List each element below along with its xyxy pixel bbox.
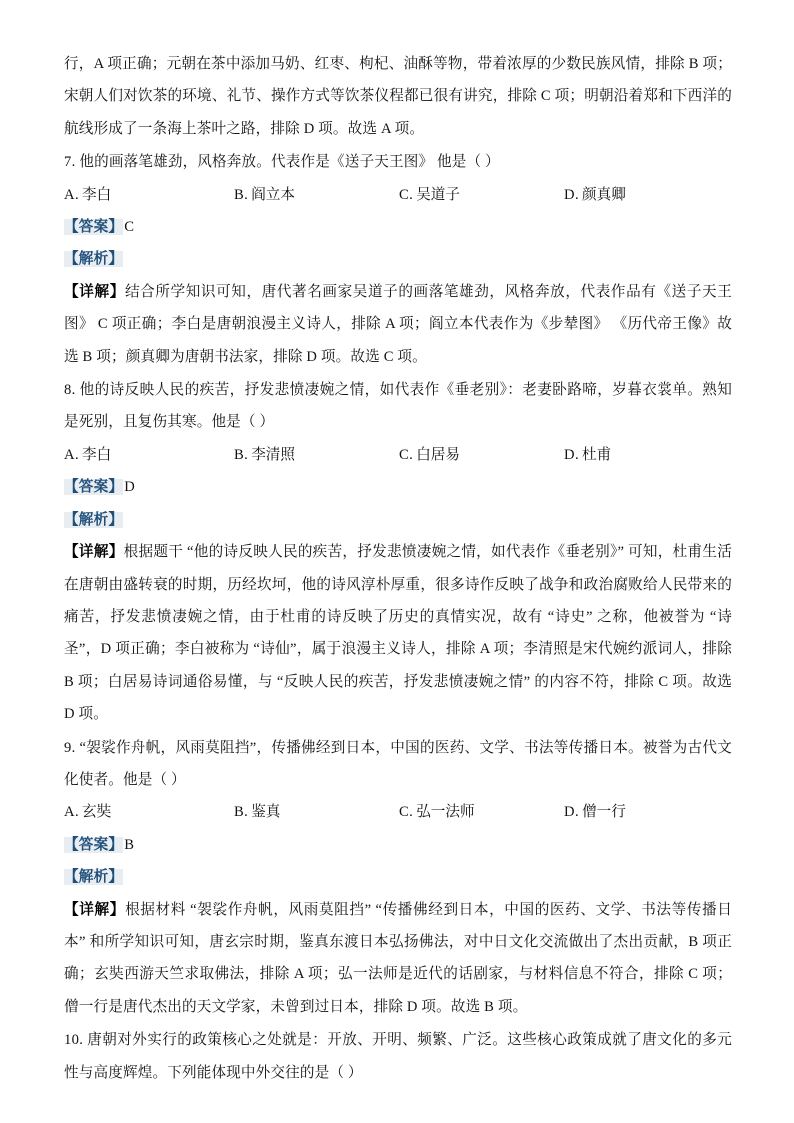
question-8-options (64, 439, 732, 471)
question-9-option-a[interactable] (64, 796, 234, 828)
detail-marker: 【详解】 (64, 544, 124, 561)
detail-text: 结合所学知识可知，唐代著名画家吴道子的画落笔雄劲，风格奔放，代表作品有《送子天王图》 C 项正确；李白是唐朝浪漫主义诗人，排除 A 项；阎立本代表作为《步辇图》 《历代帝王像》故选 B 项；颜真卿为唐朝书法家，排除 D 项。故选 C 项。 (64, 283, 732, 365)
question-7-answer-line (64, 211, 732, 243)
option-letter: B. (234, 186, 249, 203)
question-7-options (64, 179, 732, 211)
option-letter: C. (399, 186, 414, 203)
question-9-option-d[interactable] (564, 796, 704, 828)
question-7-option-b[interactable] (234, 179, 399, 211)
continued-explanation-paragraph: 行，A 项正确；元朝在茶中添加马奶、红枣、枸杞、油酥等物，带着浓厚的少数民族风情，排除 B 项；宋朝人们对饮茶的环境、礼节、操作方式等饮茶仪程都已很有讲究，排除 C 项；明朝沿着郑和下西洋的航线形成了一条海上茶叶之路，排除 D 项。故选 A 项。 (64, 56, 732, 137)
option-letter: D. (564, 186, 579, 203)
option-text: 李白 (82, 186, 112, 203)
question-7-option-a[interactable] (64, 179, 234, 211)
question-7-option-c[interactable] (399, 179, 564, 211)
question-8-option-c[interactable] (399, 439, 564, 471)
option-letter: A. (64, 446, 79, 463)
question-7-analysis-line (64, 243, 732, 275)
answer-marker: 【答案】 (64, 219, 124, 236)
question-8-option-d[interactable] (564, 439, 704, 471)
question-10-number: 10. (64, 1032, 84, 1049)
question-9-analysis-line (64, 861, 732, 893)
option-text: 李白 (82, 446, 112, 463)
option-letter: C. (399, 446, 414, 463)
option-letter: B. (234, 804, 249, 821)
question-9-stem (64, 732, 732, 797)
question-7-number: 7. (64, 154, 76, 171)
option-text: 颜真卿 (582, 186, 626, 203)
question-7-stem (64, 146, 732, 178)
option-text: 吴道子 (416, 186, 460, 203)
option-text: 鉴真 (251, 804, 281, 821)
option-text: 僧一行 (582, 804, 626, 821)
answer-value: B (124, 836, 135, 853)
answer-marker: 【答案】 (64, 836, 124, 853)
option-letter: D. (564, 446, 579, 463)
option-text: 杜甫 (582, 446, 612, 463)
question-8-answer-line (64, 471, 732, 503)
detail-marker: 【详解】 (64, 283, 125, 300)
option-letter: B. (234, 446, 249, 463)
detail-text: 根据题干 “他的诗反映人民的疾苦，抒发悲愤凄婉之情，如代表作《垂老别》” 可知，杜甫生活在唐朝由盛转衰的时期，历经坎坷，他的诗风淳朴厚重，很多诗作反映了战争和政治腐败给人民带来的痛苦，抒发悲愤凄婉之情，由于杜甫的诗反映了历史的真情实况，故有 “诗史” 之称，他被誉为 “诗圣”，D 项正确；李白被称为 “诗仙”，属于浪漫主义诗人，排除 A 项；李清照是宋代婉约派词人，排除 B 项；白居易诗词通俗易懂，与 “反映人民的疾苦，抒发悲愤凄婉之情” 的内容不符，排除 C 项。故选 D 项。 (64, 544, 732, 723)
option-letter: A. (64, 804, 79, 821)
option-text: 弘一法师 (416, 804, 475, 821)
analysis-marker: 【解析】 (64, 869, 124, 886)
question-7-stem-text: 他的画落笔雄劲，风格奔放。代表作是《送子天王图》 他是（ ） (79, 154, 500, 171)
question-9-number: 9. (64, 739, 76, 756)
detail-marker: 【详解】 (64, 901, 126, 918)
option-text: 阎立本 (251, 186, 295, 203)
question-7-option-d[interactable] (564, 179, 704, 211)
detail-text: 根据材料 “袈裟作舟帆，风雨莫阻挡” “传播佛经到日本，中国的医药、文学、书法等传播日本” 和所学知识可知，唐玄宗时期，鉴真东渡日本弘扬佛法，对中日文化交流做出了杰出贡献，B 项正确；玄奘西游天竺求取佛法，排除 A 项；弘一法师是近代的话剧家，与材料信息不符合，排除 C 项；僧一行是唐代杰出的天文学家，未曾到过日本，排除 D 项。故选 B 项。 (64, 901, 732, 1015)
answer-marker: 【答案】 (64, 479, 124, 496)
question-9-option-c[interactable] (399, 796, 564, 828)
question-8-option-b[interactable] (234, 439, 399, 471)
analysis-marker: 【解析】 (64, 251, 124, 268)
option-text: 李清照 (251, 446, 295, 463)
option-letter: C. (399, 804, 414, 821)
question-9-detail (64, 894, 732, 1024)
question-8-detail (64, 536, 732, 730)
question-8-stem-text: 他的诗反映人民的疾苦，抒发悲愤凄婉之情，如代表作《垂老别》：老妻卧路啼，岁暮衣裳单。熟知是死别，且复伤其寒。他是（ ） (64, 382, 732, 431)
question-8-analysis-line (64, 504, 732, 536)
question-9-answer-line (64, 829, 732, 861)
analysis-marker: 【解析】 (64, 511, 124, 528)
answer-value: C (124, 219, 135, 236)
question-8-stem (64, 374, 732, 439)
question-8-option-a[interactable] (64, 439, 234, 471)
option-text: 玄奘 (82, 804, 112, 821)
question-9-stem-text: “袈裟作舟帆，风雨莫阻挡”，传播佛经到日本，中国的医药、文学、书法等传播日本。被誉为古代文化使者。他是（ ） (64, 739, 732, 788)
question-9-option-b[interactable] (234, 796, 399, 828)
option-letter: D. (564, 804, 579, 821)
question-10-stem-text: 唐朝对外实行的政策核心之处就是：开放、开明、频繁、广泛。这些核心政策成就了唐文化的多元性与高度辉煌。下列能体现中外交往的是（ ） (64, 1032, 732, 1081)
question-9-options (64, 796, 732, 828)
option-text: 白居易 (416, 446, 460, 463)
option-letter: A. (64, 186, 79, 203)
question-8-number: 8. (64, 382, 76, 399)
answer-value: D (124, 479, 135, 496)
question-7-detail (64, 276, 732, 373)
question-10-stem (64, 1024, 732, 1089)
